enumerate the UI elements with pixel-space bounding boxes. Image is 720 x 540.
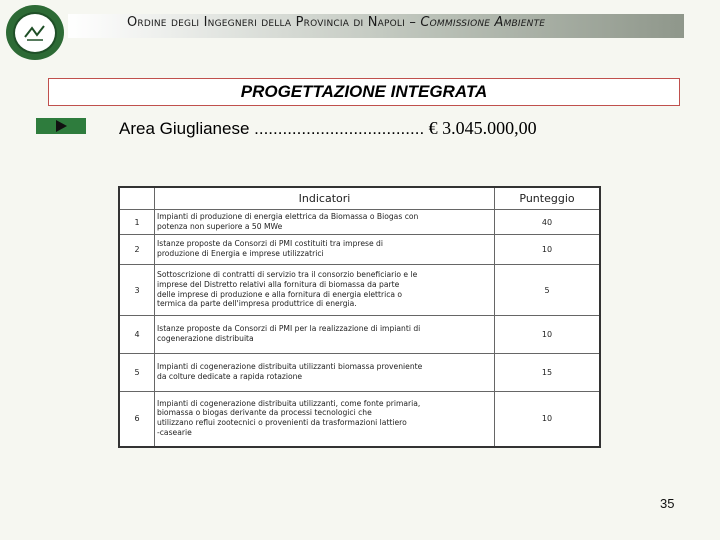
row-indicator: Istanze proposte da Consorzi di PMI costituiti tra imprese di produzione di Energia e imprese utilizzatrici	[155, 235, 495, 265]
table-row	[119, 392, 600, 447]
row-score: 10	[495, 316, 601, 354]
row-score: 10	[495, 235, 601, 265]
header-score: Punteggio	[495, 187, 601, 210]
row-indicator: Impianti di cogenerazione distribuita utilizzanti, come fonte primaria, biomassa o biogas derivante da processi tecnologici che utilizzano reflui zootecnici o provenienti da trasformazioni lattiero -casearie	[155, 392, 495, 447]
table-header-row	[119, 187, 600, 210]
table-row	[119, 316, 600, 354]
row-score: 15	[495, 354, 601, 392]
row-indicator: Impianti di produzione di energia elettrica da Biomassa o Biogas con potenza non superiore a 50 MWe	[155, 210, 495, 235]
table-row	[119, 265, 600, 316]
row-indicator: Sottoscrizione di contratti di servizio tra il consorzio beneficiario e le imprese del Distretto relativi alla fornitura di biomassa da parte delle imprese di produzione e alla fornitura di energia elettrica o termica da parte dell'impresa produttrice di energia.	[155, 265, 495, 316]
play-arrow-button[interactable]	[36, 118, 86, 134]
row-number: 3	[119, 265, 155, 316]
section-title-box	[48, 78, 680, 106]
row-number: 6	[119, 392, 155, 447]
header-title-main: Ordine degli Ingegneri della Provincia di Napoli –	[127, 15, 421, 30]
area-amount: € 3.045.000,00	[424, 118, 537, 138]
row-number: 2	[119, 235, 155, 265]
page-number: 35	[660, 496, 675, 511]
row-number: 5	[119, 354, 155, 392]
header-title-commission: Commissione Ambiente	[420, 15, 546, 30]
order-logo-icon	[6, 5, 64, 60]
table-row	[119, 210, 600, 235]
logo-mark-icon	[22, 22, 48, 44]
header-number-cell	[119, 187, 155, 210]
row-number: 4	[119, 316, 155, 354]
header-title	[127, 15, 545, 30]
section-title: PROGETTAZIONE INTEGRATA	[240, 82, 488, 101]
row-indicator: Istanze proposte da Consorzi di PMI per la realizzazione di impianti di cogenerazione distribuita	[155, 316, 495, 354]
table-row	[119, 235, 600, 265]
row-score: 10	[495, 392, 601, 447]
row-score: 40	[495, 210, 601, 235]
logo-seal	[13, 12, 57, 54]
table-row	[119, 354, 600, 392]
indicators-table	[118, 186, 601, 448]
row-number: 1	[119, 210, 155, 235]
header-indicators: Indicatori	[155, 187, 495, 210]
row-indicator: Impianti di cogenerazione distribuita utilizzanti biomassa proveniente da colture dedicate a rapida rotazione	[155, 354, 495, 392]
play-arrow-icon	[56, 120, 67, 132]
row-score: 5	[495, 265, 601, 316]
area-line	[119, 118, 537, 139]
area-label: Area Giuglianese ....................................	[119, 119, 425, 138]
